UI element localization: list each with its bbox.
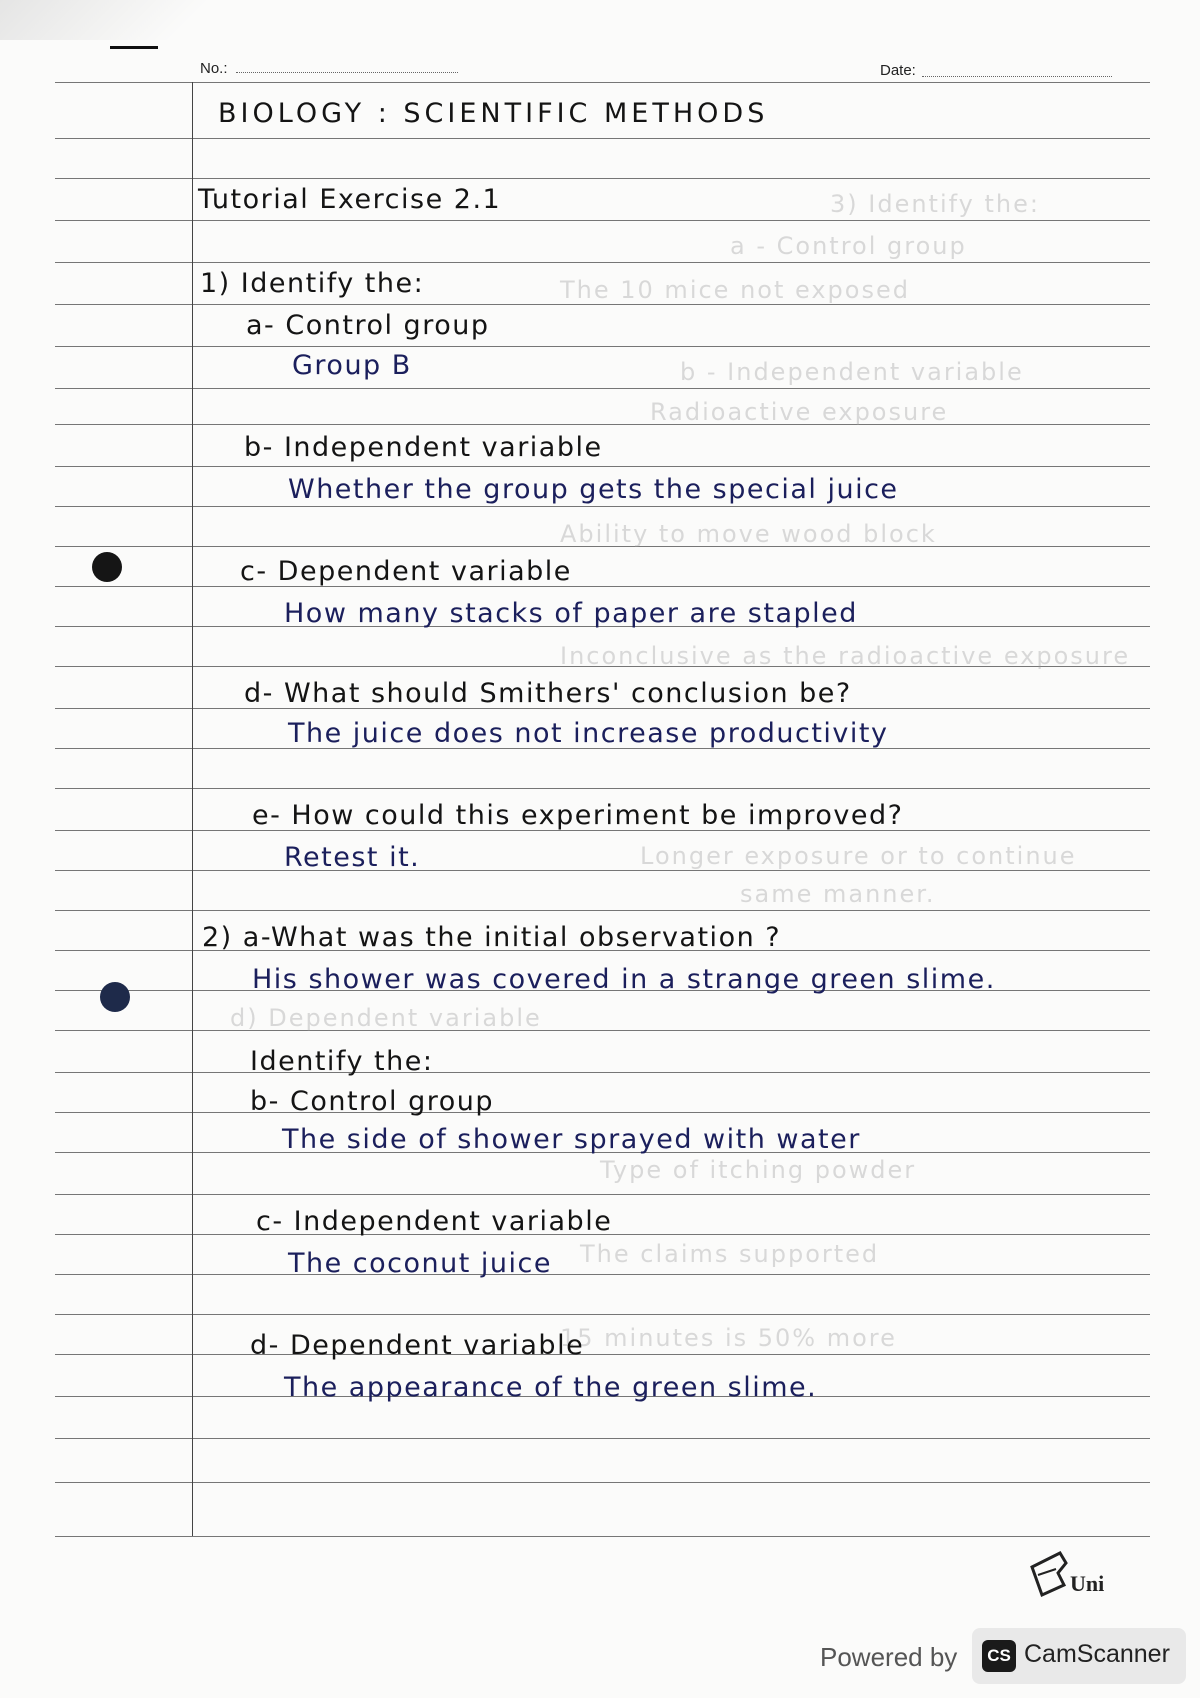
question-1d-answer: The juice does not increase productivity xyxy=(288,718,889,749)
rule-line xyxy=(55,1072,1150,1073)
rule-line xyxy=(55,262,1150,263)
question-1c-label: c- Dependent variable xyxy=(240,556,572,587)
question-1b-answer: Whether the group gets the special juice xyxy=(288,474,899,505)
question-1a-label: a- Control group xyxy=(246,310,490,341)
question-2d-answer: The appearance of the green slime. xyxy=(284,1372,818,1403)
margin-line xyxy=(192,82,193,1536)
rule-line xyxy=(55,424,1150,425)
rule-line xyxy=(55,1438,1150,1439)
rule-line xyxy=(55,910,1150,911)
rule-line xyxy=(55,1194,1150,1195)
question-2a-answer: His shower was covered in a strange green slime. xyxy=(252,964,996,995)
question-2b-label: b- Control group xyxy=(250,1086,495,1117)
rule-line xyxy=(55,1482,1150,1483)
rule-line xyxy=(55,1354,1150,1355)
question-2-identify: Identify the: xyxy=(250,1046,434,1077)
question-2b-answer: The side of shower sprayed with water xyxy=(282,1124,861,1155)
rule-line xyxy=(55,788,1150,789)
number-field xyxy=(236,72,458,73)
exercise-heading: Tutorial Exercise 2.1 xyxy=(198,184,502,215)
question-2c-answer: The coconut juice xyxy=(288,1248,552,1279)
punch-hole xyxy=(92,552,122,582)
camscanner-badge xyxy=(972,1628,1186,1684)
number-label: No.: xyxy=(200,60,228,77)
rule-line xyxy=(55,220,1150,221)
rule-line xyxy=(55,466,1150,467)
scan-shadow xyxy=(0,0,260,40)
question-2c-label: c- Independent variable xyxy=(256,1206,613,1237)
rule-line xyxy=(55,870,1150,871)
punch-hole xyxy=(100,982,130,1012)
uni-stamp-logo xyxy=(1030,1545,1120,1605)
rule-line xyxy=(55,506,1150,507)
question-1-heading: 1) Identify the: xyxy=(200,268,425,299)
rule-line xyxy=(55,138,1150,139)
camscanner-icon: CS xyxy=(982,1640,1016,1672)
question-1a-answer: Group B xyxy=(292,350,412,381)
question-1c-answer: How many stacks of paper are stapled xyxy=(284,598,858,629)
camscanner-name: CamScanner xyxy=(1024,1640,1170,1668)
rule-line xyxy=(55,82,1150,83)
rule-line xyxy=(55,1112,1150,1113)
rule-line xyxy=(55,586,1150,587)
rule-line xyxy=(55,304,1150,305)
rule-line xyxy=(55,1274,1150,1275)
date-field xyxy=(922,76,1112,77)
question-1e-answer: Retest it. xyxy=(284,842,421,873)
rule-line xyxy=(55,388,1150,389)
uni-stamp-text: Uni xyxy=(1070,1571,1105,1596)
rule-line xyxy=(55,1314,1150,1315)
powered-by-text: Powered by xyxy=(820,1642,958,1672)
question-1e-label: e- How could this experiment be improved? xyxy=(252,800,904,831)
rule-line xyxy=(55,178,1150,179)
question-1b-label: b- Independent variable xyxy=(244,432,603,463)
date-label: Date: xyxy=(880,62,916,79)
scan-mark xyxy=(110,46,158,49)
rule-line xyxy=(55,1030,1150,1031)
rule-line xyxy=(55,346,1150,347)
rule-line xyxy=(55,1536,1150,1537)
notebook-page: No.: Date: 3) Identify the: a - Control group The 10 mice not exposed b - Independent variable Radioactive exposure Ability to move wood block Inconclusive as the radioactive exposure Longer exposure or to continue same manner. d) Dependent variable Type of itching powder The claims supported 15 minutes is 50% more BIOLOGY : SCIENTIFIC METHODS Tutorial Exercise 2.1 1) Identify the: a- Control group Group B b- Independent variable Whether the group gets the special juice c- Dependent variable How many stacks of paper are stapled d- What should Smithers' conclusion be? The juice does not increase productivity e- How could this experiment be improved? Retest it. 2) a-What was the initial observation ? His shower was covered in a strange green slime. Identify the: b- Control group The side of shower sprayed with water c- Independent variable The coconut juice d- Dependent variable The appearance of the green slime. Uni Powered by CS CamScanner xyxy=(0,0,1200,1698)
question-1d-label: d- What should Smithers' conclusion be? xyxy=(244,678,852,709)
page-title: BIOLOGY : SCIENTIFIC METHODS xyxy=(218,98,769,129)
question-2d-label: d- Dependent variable xyxy=(250,1330,585,1361)
question-2a-label: 2) a-What was the initial observation ? xyxy=(202,922,782,953)
